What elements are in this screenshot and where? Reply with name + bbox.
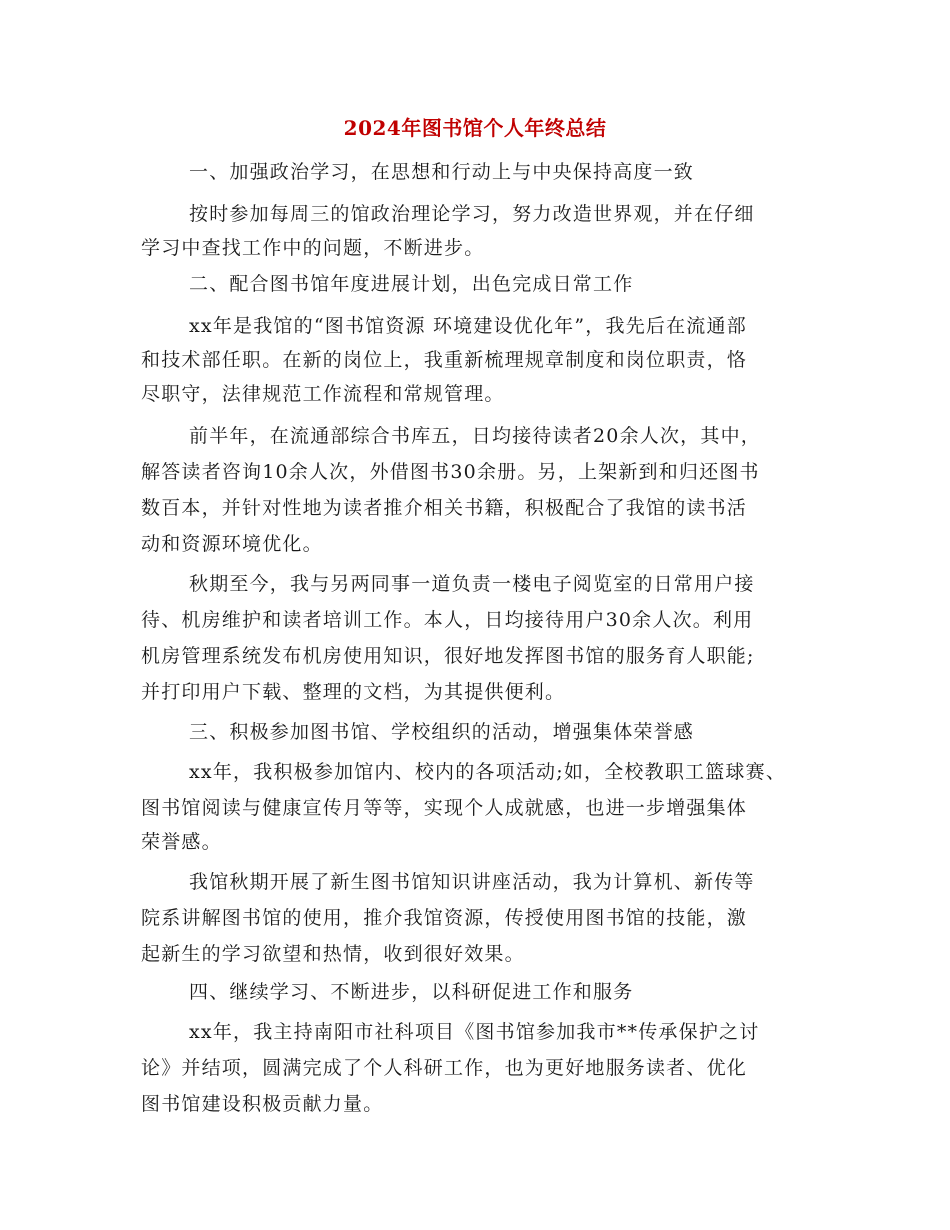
paragraph-line: xx年，我积极参加馆内、校内的各项活动;如，全校教职工篮球赛、 [189,761,787,783]
paragraph-line: 院系讲解图书馆的使用，推介我馆资源，传授使用图书馆的技能，激 [141,907,748,929]
paragraph-line: xx年是我馆的“图书馆资源 环境建设优化年”，我先后在流通部 [189,315,747,337]
section-heading-1: 一、加强政治学习，在思想和行动上与中央保持高度一致 [189,161,695,183]
section-heading-2: 二、配合图书馆年度进展计划，出色完成日常工作 [189,273,634,295]
paragraph-line: 起新生的学习欲望和热情，收到很好效果。 [141,943,525,965]
paragraph-line: 解答读者咨询10余人次，外借图书30余册。另，上架新到和归还图书 [141,461,760,483]
paragraph-line: 并打印用户下载、整理的文档，为其提供便利。 [141,681,566,703]
paragraph-line: 我馆秋期开展了新生图书馆知识讲座活动，我为计算机、新传等 [189,871,755,893]
section-heading-3: 三、积极参加图书馆、学校组织的活动，增强集体荣誉感 [189,721,695,743]
paragraph-line: 秋期至今，我与另两同事一道负责一楼电子阅览室的日常用户接 [189,573,755,595]
paragraph-line: 图书馆阅读与健康宣传月等等，实现个人成就感，也进一步增强集体 [141,797,748,819]
paragraph-line: 学习中查找工作中的问题，不断进步。 [141,237,485,259]
paragraph-line: 数百本，并针对性地为读者推介相关书籍，积极配合了我馆的读书活 [141,497,748,519]
paragraph-line: 按时参加每周三的馆政治理论学习，努力改造世界观，并在仔细 [189,203,755,225]
paragraph-line: 前半年，在流通部综合书库五，日均接待读者20余人次，其中， [189,425,761,447]
paragraph-line: 和技术部任职。在新的岗位上，我重新梳理规章制度和岗位职责，恪 [141,349,748,371]
paragraph-line: 图书馆建设积极贡献力量。 [141,1093,384,1115]
paragraph-line: 论》并结项，圆满完成了个人科研工作，也为更好地服务读者、优化 [141,1057,748,1079]
paragraph-line: 荣誉感。 [141,831,222,853]
paragraph-line: 动和资源环境优化。 [141,533,323,555]
paragraph-line: 机房管理系统发布机房使用知识，很好地发挥图书馆的服务育人职能; [141,645,755,667]
paragraph-line: 尽职守，法律规范工作流程和常规管理。 [141,383,505,405]
paragraph-line: 待、机房维护和读者培训工作。本人，日均接待用户30余人次。利用 [141,609,754,631]
section-heading-4: 四、继续学习、不断进步，以科研促进工作和服务 [189,981,634,1003]
paragraph-line: xx年，我主持南阳市社科项目《图书馆参加我市**传承保护之讨 [189,1021,760,1043]
document-title: 2024年图书馆个人年终总结 [343,116,607,140]
